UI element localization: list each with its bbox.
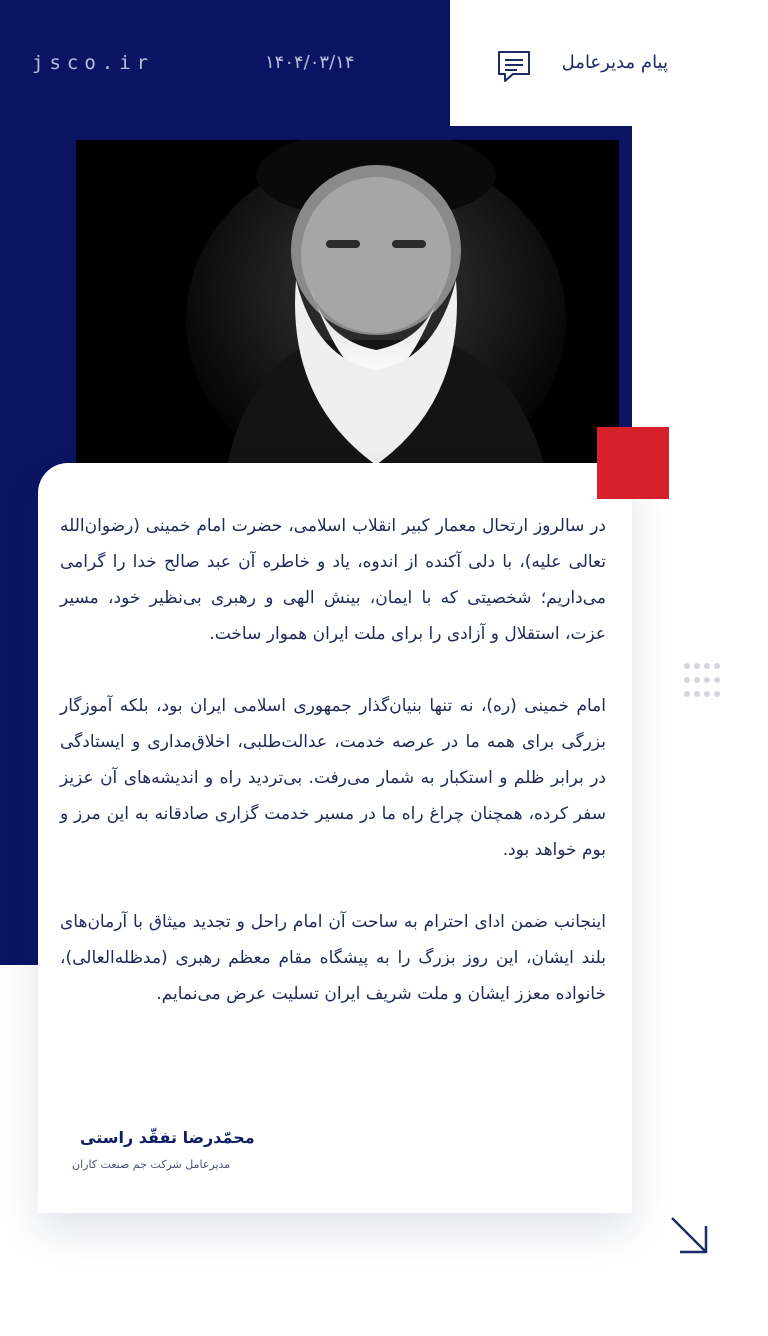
page-title: پیام مدیرعامل [561, 52, 668, 73]
signature-role: مدیرعامل شرکت جم صنعت کاران [72, 1158, 231, 1171]
portrait-illustration [76, 140, 619, 470]
paragraph-2: امام خمینی (ره)، نه تنها بنیان‌گذار جمهوری اسلامی ایران بود، بلکه آموزگار بزرگی برای همه ما در عرصه خدمت، عدالت‌طلبی، اخلاق‌مداری و ایستادگی در برابر ظلم و استکبار به شمار می‌رفت. بی‌تردید راه و اندیشه‌های آن عزیز سفر کرده، همچنان چراغ راه ما در مسیر خدمت گزاری صادقانه به این مرز و بوم خواهد بود. [60, 696, 606, 860]
dot-grid-icon [683, 662, 723, 702]
paragraph-1: در سالروز ارتحال معمار کبیر انقلاب اسلامی، حضرت امام خمینی (رضوان‌الله تعالی علیه)، با دلی آکنده از اندوه، یاد و خاطره آن عبد صالح خدا را گرامی می‌داریم؛ شخصیتی که با ایمان، بینش الهی و رهبری بی‌نظیر خود، مسیر عزت، استقلال و آزادی را برای ملت ایران هموار ساخت. [60, 516, 606, 644]
portrait-photo [76, 140, 619, 470]
message-body [60, 508, 606, 1048]
signature-name: محمّدرضا تفقّد راستی [80, 1128, 255, 1147]
chat-bubble-icon [495, 48, 533, 86]
arrow-down-right-icon[interactable] [666, 1212, 712, 1258]
post-date: ۱۴۰۴/۰۳/۱۴ [265, 52, 355, 73]
site-url[interactable]: jsco.ir [32, 52, 155, 74]
red-accent-square [597, 427, 669, 499]
paragraph-3: اینجانب ضمن ادای احترام به ساحت آن امام راحل و تجدید میثاق با آرمان‌های بلند ایشان، این روز بزرگ را به پیشگاه مقام معظم رهبری (مدظله‌العالی)، خانواده معزز ایشان و ملت شریف ایران تسلیت عرض می‌نمایم. [60, 912, 606, 1004]
